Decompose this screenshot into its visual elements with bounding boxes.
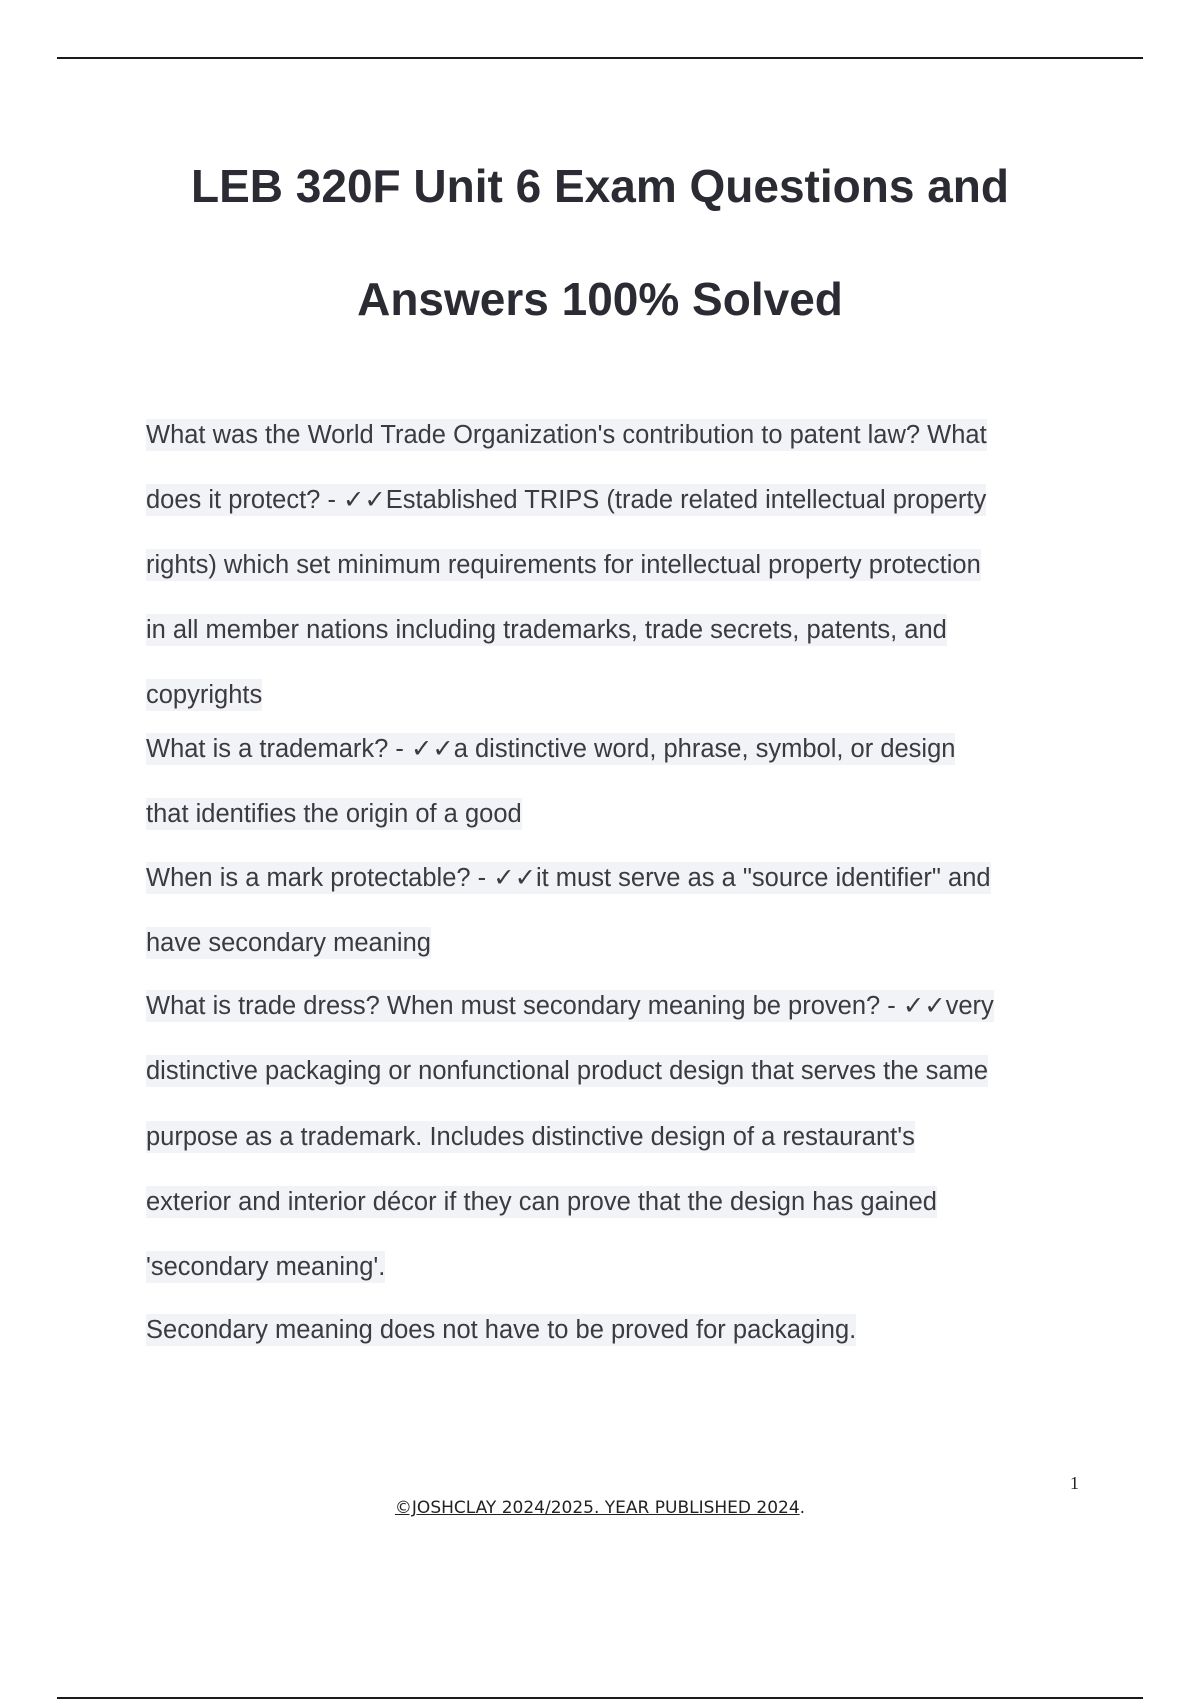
page-number: 1 — [1070, 1473, 1079, 1493]
qa-line: have secondary meaning — [146, 929, 431, 957]
qa-line: What was the World Trade Organization's contribution to patent law? What — [146, 421, 987, 449]
qa-line: What is a trademark? - ✓✓a distinctive word, phrase, symbol, or design — [146, 735, 956, 763]
top-divider — [57, 57, 1143, 59]
qa-line: that identifies the origin of a good — [146, 800, 522, 828]
footer-copyright — [0, 1498, 1200, 1518]
qa-line: in all member nations including trademarks, trade secrets, patents, and — [146, 616, 947, 644]
document-title — [100, 130, 1100, 356]
qa-line: exterior and interior décor if they can prove that the design has gained — [146, 1188, 937, 1216]
qa-line: When is a mark protectable? - ✓✓it must serve as a "source identifier" and — [146, 864, 991, 892]
qa-line: rights) which set minimum requirements for intellectual property protection — [146, 551, 981, 579]
qa-line: does it protect? - ✓✓Established TRIPS (trade related intellectual property — [146, 486, 987, 514]
qa-line: 'secondary meaning'. — [146, 1253, 386, 1281]
qa-line: What is trade dress? When must secondary meaning be proven? - ✓✓very — [146, 992, 994, 1020]
bottom-divider — [57, 1697, 1143, 1699]
qa-line: purpose as a trademark. Includes distinctive design of a restaurant's — [146, 1123, 915, 1151]
document-title-line-1: LEB 320F Unit 6 Exam Questions and — [191, 160, 1009, 212]
footer-copyright-text: ©JOSHCLAY 2024/2025. YEAR PUBLISHED 2024 — [394, 1498, 800, 1518]
footer-copyright-suffix: . — [799, 1498, 806, 1518]
qa-line: distinctive packaging or nonfunctional product design that serves the same — [146, 1057, 988, 1085]
qa-line: copyrights — [146, 681, 263, 709]
qa-line: Secondary meaning does not have to be proved for packaging. — [146, 1316, 857, 1344]
document-title-line-2: Answers 100% Solved — [357, 273, 843, 325]
qa-body — [146, 418, 1086, 1378]
